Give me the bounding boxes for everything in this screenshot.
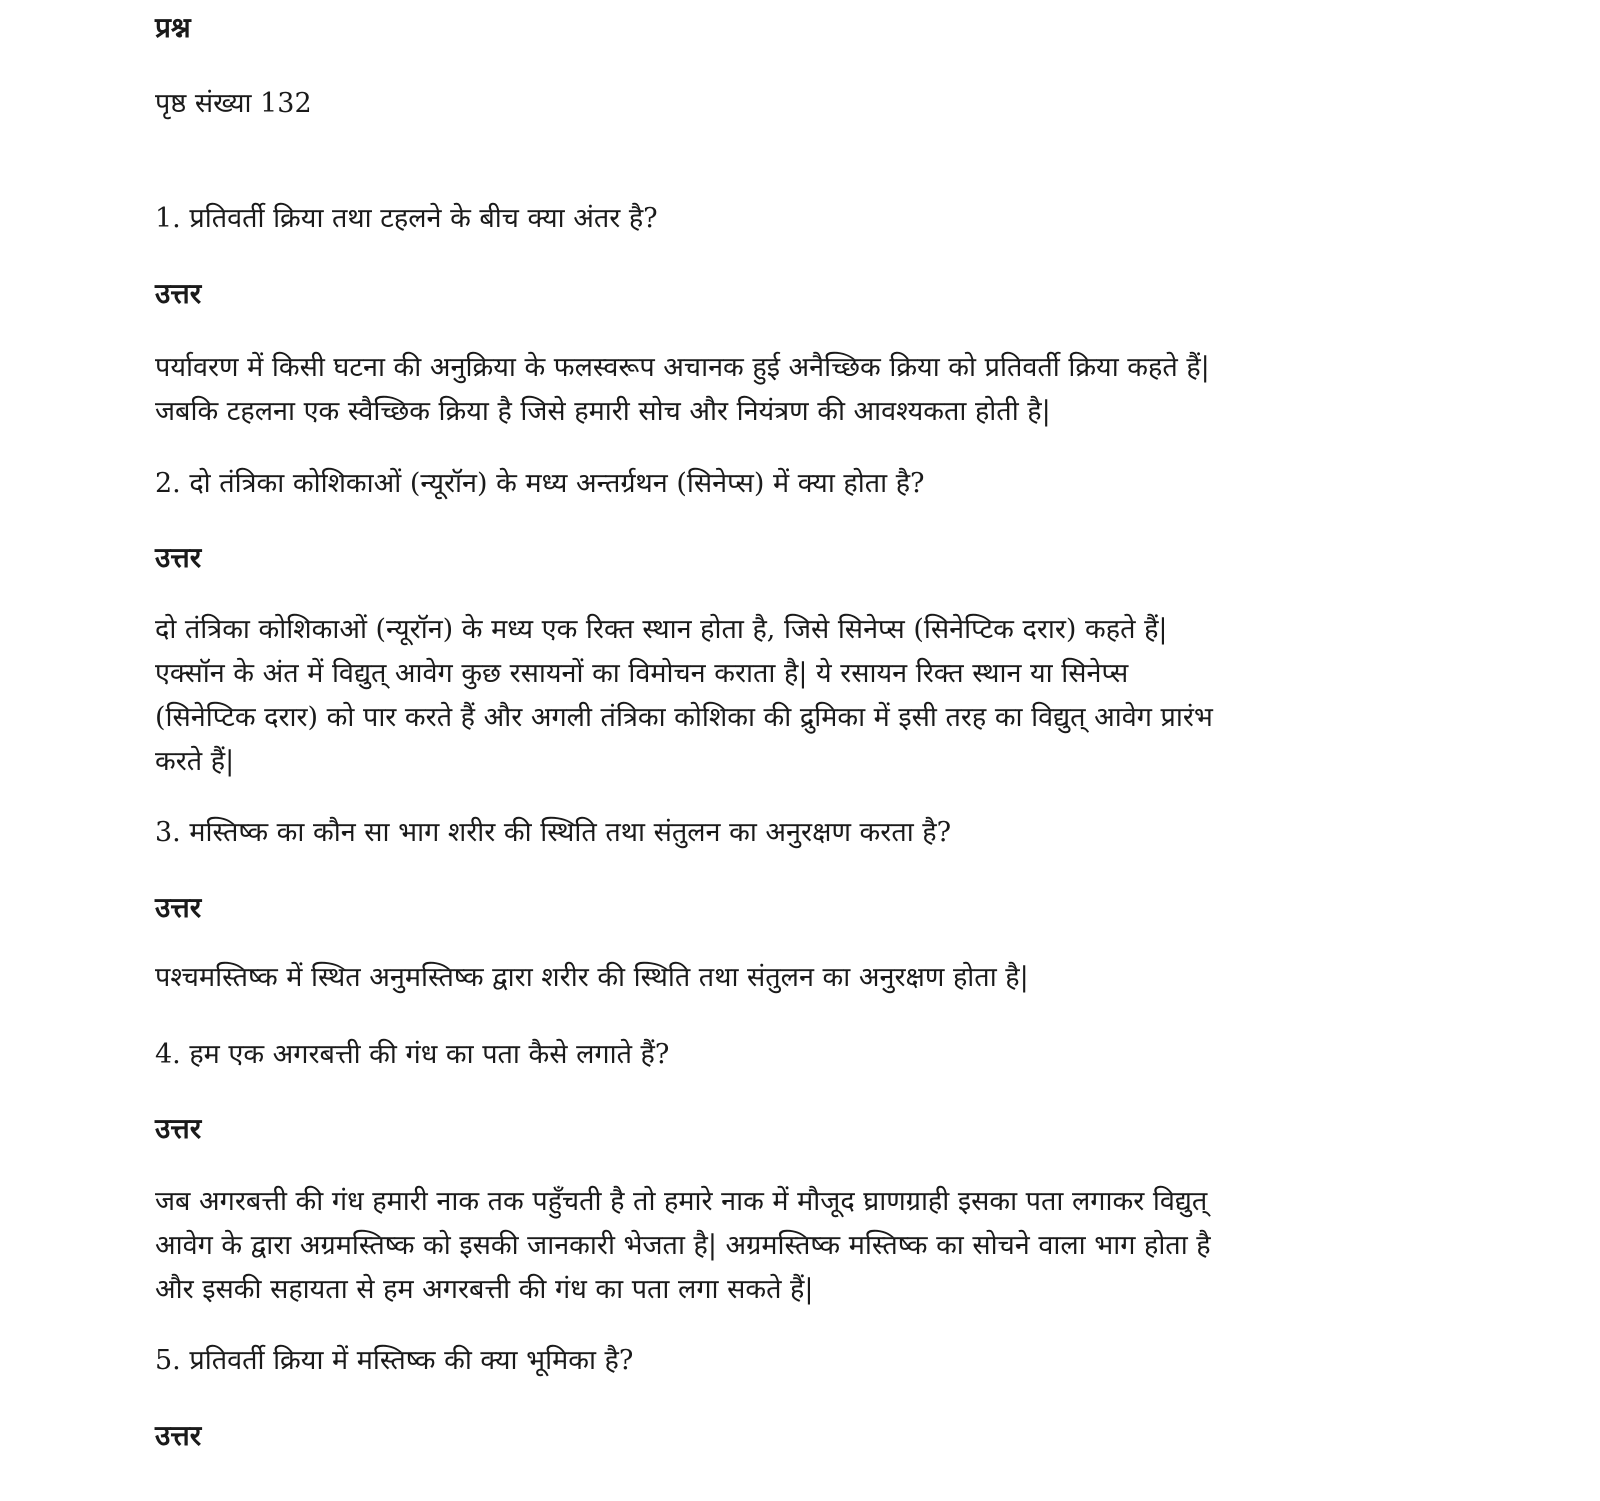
- answer-2: [155, 608, 1213, 784]
- page-reference: पृष्ठ संख्या 132: [155, 88, 312, 119]
- question-1: 1. प्रतिवर्ती क्रिया तथा टहलने के बीच क्या अंतर है?: [155, 203, 658, 234]
- question-2: 2. दो तंत्रिका कोशिकाओं (न्यूरॉन) के मध्य अन्तर्ग्रथन (सिनेप्स) में क्या होता है?: [155, 468, 925, 499]
- question-5: 5. प्रतिवर्ती क्रिया में मस्तिष्क की क्या भूमिका है?: [155, 1345, 634, 1376]
- answer-label-4: उत्तर: [155, 1112, 202, 1145]
- answer-line: जबकि टहलना एक स्वैच्छिक क्रिया है जिसे हमारी सोच और नियंत्रण की आवश्यकता होती है|: [155, 396, 1051, 427]
- answer-line: और इसकी सहायता से हम अगरबत्ती की गंध का पता लगा सकते हैं|: [155, 1274, 814, 1305]
- question-3: 3. मस्तिष्क का कौन सा भाग शरीर की स्थिति तथा संतुलन का अनुरक्षण करता है?: [155, 817, 952, 848]
- answer-line: करते हैं|: [155, 746, 235, 777]
- answer-1: [155, 346, 1210, 434]
- answer-line: पर्यावरण में किसी घटना की अनुक्रिया के फलस्वरूप अचानक हुई अनैच्छिक क्रिया को प्रतिवर्ती क्रिया कहते हैं|: [155, 352, 1210, 383]
- answer-label-3: उत्तर: [155, 891, 202, 924]
- answer-4: [155, 1180, 1211, 1312]
- answer-label-1: उत्तर: [155, 277, 202, 310]
- answer-label-2: उत्तर: [155, 541, 202, 574]
- answer-line: जब अगरबत्ती की गंध हमारी नाक तक पहुँचती है तो हमारे नाक में मौजूद घ्राणग्राही इसका पता लगाकर विद्युत्: [155, 1186, 1208, 1217]
- answer-line: (सिनेप्टिक दरार) को पार करते हैं और अगली तंत्रिका कोशिका की द्रुमिका में इसी तरह का विद्युत् आवेग प्रारंभ: [155, 702, 1213, 733]
- answer-line: पश्चमस्तिष्क में स्थित अनुमस्तिष्क द्वारा शरीर की स्थिति तथा संतुलन का अनुरक्षण होता है|: [155, 962, 1029, 993]
- answer-line: दो तंत्रिका कोशिकाओं (न्यूरॉन) के मध्य एक रिक्त स्थान होता है, जिसे सिनेप्स (सिनेप्टिक दरार) कहते हैं|: [155, 614, 1168, 645]
- answer-3: [155, 956, 1029, 1000]
- answer-label-5: उत्तर: [155, 1419, 202, 1452]
- section-title: प्रश्न: [155, 11, 191, 44]
- question-4: 4. हम एक अगरबत्ती की गंध का पता कैसे लगाते हैं?: [155, 1039, 670, 1070]
- answer-line: आवेग के द्वारा अग्रमस्तिष्क को इसकी जानकारी भेजता है| अग्रमस्तिष्क मस्तिष्क का सोचने वाला भाग होता है: [155, 1230, 1211, 1261]
- answer-line: एक्सॉन के अंत में विद्युत् आवेग कुछ रसायनों का विमोचन कराता है| ये रसायन रिक्त स्थान या सिनेप्स: [155, 658, 1129, 689]
